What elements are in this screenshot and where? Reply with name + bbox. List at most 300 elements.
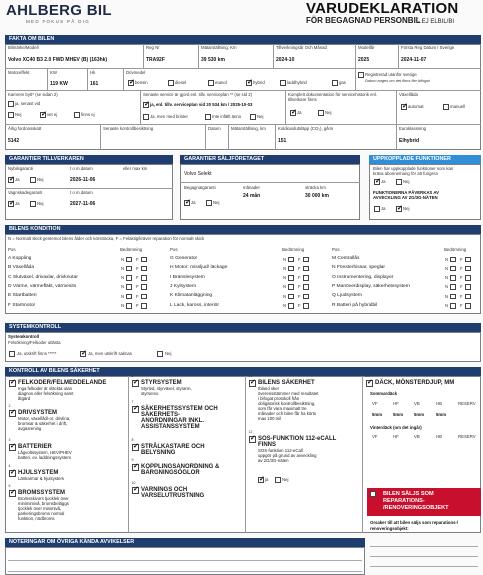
summer-tyre-depth: 5mm [436, 412, 447, 417]
hk-value: 161 [90, 81, 99, 87]
odometer-label: Mätarställning, Km [201, 45, 237, 50]
safety-item-number: 8 [131, 438, 134, 442]
service-ej-label: Inte infällt änno [212, 114, 242, 119]
summer-tyre-pos: VB [414, 401, 420, 406]
used-warranty-nej-checkbox[interactable] [206, 200, 212, 206]
timing-belt-ja-label: ja, senast vid [15, 101, 41, 106]
winter-tyre-pos: HB [436, 434, 442, 439]
safety-item-desc: Styrled, styrväxel, styrarm, [141, 386, 192, 391]
condition-item: H Motor: missljud/ läckage [170, 265, 228, 271]
connected-q1: Bilen har uppkopplade funktioner som kan [373, 166, 454, 171]
section-header-systemcheck: SYSTEMKONTROLL [5, 323, 481, 332]
safety-item-title: SOS-FUNKTION 112-eCALL [258, 436, 337, 442]
winter-tyres-label: Vinterdäck (om det ingår) [370, 425, 422, 430]
safety-item-title: BATTERIER [18, 444, 52, 450]
documentation-ja-label: Ja [297, 110, 302, 115]
condition-grade-f-checkbox[interactable] [465, 266, 471, 272]
condition-grade-f-checkbox[interactable] [141, 266, 147, 272]
condition-grade-f-checkbox[interactable] [141, 257, 147, 263]
safety-item-title: DÄCK, MÖNSTERDJUP, MM [375, 380, 455, 386]
timing-belt-vetej-label: vet ej [47, 112, 58, 117]
engine-power-label: Motoreffekt [8, 70, 30, 75]
co2-value: 151 [278, 138, 287, 144]
condition-grade-f-label: F [460, 275, 463, 281]
safety-item-title: ASSISTANSSYSTEM [141, 424, 200, 430]
safety-item-number: 12 [248, 430, 253, 434]
documentation-ja-checkbox[interactable] [290, 110, 296, 116]
safety-item-number: 5 [8, 484, 11, 488]
condition-grade-f-checkbox[interactable] [465, 294, 471, 300]
condition-grade-n-checkbox[interactable] [288, 294, 294, 300]
section-header-connected: UPPKOPPLADE FUNKTIONER [369, 155, 481, 164]
condition-grade-f-label: F [298, 265, 301, 271]
timing-belt-vetej-checkbox[interactable] [40, 112, 46, 118]
timing-belt-nej-label: Nej [15, 112, 22, 117]
safety-item-number: 3 [8, 438, 11, 442]
condition-grade-f-checkbox[interactable] [465, 275, 471, 281]
first-reg-label: Första Reg Datum I Sverige [401, 45, 455, 50]
safety-item-checkbox[interactable] [366, 380, 373, 387]
condition-grade-f-checkbox[interactable] [465, 284, 471, 290]
safety-item-checkbox[interactable] [132, 487, 139, 494]
vagnskada-tom-label: t o m datum [70, 190, 93, 195]
summer-tyre-pos: HF [393, 401, 399, 406]
condition-grade-f-checkbox[interactable] [141, 275, 147, 281]
connected-ja-checkbox[interactable] [374, 179, 380, 185]
gearbox-automat-checkbox[interactable] [401, 104, 407, 110]
vagnskada-date-value: 2027-11-06 [70, 201, 96, 207]
inspection-km-label: Mätarställning, km [231, 126, 266, 131]
summer-tyre-depth: 5mm [372, 412, 383, 417]
condition-grade-f-label: F [298, 303, 301, 308]
safety-item-desc: Motor, växellåd/-or, drivlina, [18, 416, 71, 421]
service-nej-label: Nej [257, 114, 264, 119]
condition-grade-f-checkbox[interactable] [303, 303, 309, 309]
safety-item-title: BELYSNING [141, 450, 176, 456]
condition-grade-n-checkbox[interactable] [126, 303, 132, 309]
condition-grade-f-label: F [460, 256, 463, 262]
safety-item-checkbox[interactable] [9, 470, 16, 477]
inspection-label: Senaste kontrollbesiktning [103, 126, 154, 131]
new-car-nej-checkbox[interactable] [30, 177, 36, 183]
service-ja-checkbox[interactable] [143, 102, 149, 108]
new-car-tom-label: t o m datum [70, 166, 93, 171]
new-car-nej-label: Nej [37, 177, 44, 182]
safety-item-checkbox[interactable] [9, 380, 16, 387]
condition-item: L Lack, kaross, interiör [170, 302, 220, 308]
fuel-etanol-label: etanol [215, 80, 227, 85]
seller-warranty-name: Volvo Selekt [184, 171, 212, 177]
condition-grade-n-label: N [445, 303, 449, 308]
modelyear-value: 2025 [358, 57, 370, 63]
safety-item-desc: Lågvoltssystem, HEV/PHEV [18, 450, 72, 455]
safety-item-number: 10 [131, 481, 136, 485]
vagnskada-ja-label: Ja [15, 201, 20, 206]
kw-label: KW [50, 70, 57, 75]
safety-item-desc: Inga felkoder är släckta utan [18, 386, 72, 391]
network-ja-checkbox[interactable] [374, 206, 380, 212]
condition-grade-n-checkbox[interactable] [450, 275, 456, 281]
condition-grade-n-label: N [445, 256, 449, 262]
fuel-diesel-label: diesel [175, 80, 187, 85]
connected-q1b: kräva abonnemang för att fungera [373, 171, 438, 176]
condition-grade-n-checkbox[interactable] [126, 294, 132, 300]
condition-item: Q Ljudsystem [332, 293, 362, 299]
fuel-laddhybrid-checkbox[interactable] [280, 80, 286, 86]
used-warranty-label: Begagnatgaranti [184, 185, 216, 190]
safety-item-checkbox[interactable] [132, 406, 139, 413]
condition-grade-n-label: N [283, 293, 287, 299]
first-reg-value: 2024-11-07 [401, 57, 427, 63]
safety-item-desc: tjocklek över minimivå, [18, 506, 62, 511]
vagnskada-nej-label: Nej [37, 201, 44, 206]
registered-abroad-checkbox[interactable] [358, 72, 364, 78]
condition-grade-n-checkbox[interactable] [126, 275, 132, 281]
condition-grade-n-label: N [445, 293, 449, 299]
safety-item-title: KOPPLINGSANORDNING & [141, 464, 220, 470]
euroclass-value: Elhybrid [399, 138, 420, 144]
safety-item-number: 6 [131, 374, 134, 378]
ecall-nej-label: Nej [282, 477, 289, 482]
vehicle-tax-label: Årlig fordonsskatt [8, 126, 42, 131]
months-value: 24 mån [243, 193, 261, 199]
section-header-notes: NOTERINGAR OM ÖVRIGA KÄNDA AVVIKELSER [5, 538, 365, 547]
modelyear-label: Modellår [358, 45, 375, 50]
fuel-label: Drivmedel [126, 70, 146, 75]
condition-grade-n-checkbox[interactable] [126, 266, 132, 272]
condition-grade-n-checkbox[interactable] [288, 284, 294, 290]
condition-grade-f-label: F [136, 293, 139, 299]
new-car-ja-checkbox[interactable] [8, 177, 14, 183]
safety-item-desc: Bromsskivors tjocklek över [18, 496, 69, 501]
condition-grade-n-checkbox[interactable] [288, 275, 294, 281]
condition-grade-n-label: N [283, 275, 287, 281]
used-warranty-ja-label: Ja [191, 200, 196, 205]
service-brister-label: Ja, men med brister [150, 114, 188, 119]
systemcheck-label: Systemkontroll [8, 334, 40, 339]
connected-q2: FUNKTIONERNA PÅVERKAS AV [373, 190, 439, 195]
regnr-value: TRA92F [146, 57, 165, 63]
condition-grade-f-checkbox[interactable] [465, 303, 471, 309]
condition-grade-header: Bedömning [120, 247, 143, 252]
registered-abroad-label: Registrerad utanför sverige [365, 72, 417, 77]
condition-grade-f-checkbox[interactable] [303, 294, 309, 300]
fuel-gas-label: gas [339, 80, 346, 85]
condition-grade-f-checkbox[interactable] [303, 284, 309, 290]
condition-grade-f-checkbox[interactable] [141, 294, 147, 300]
safety-item-desc: funktion, nödbroms [18, 516, 55, 521]
timing-belt-nej-checkbox[interactable] [8, 112, 14, 118]
documentation-nej-checkbox[interactable] [318, 110, 324, 116]
safety-item-title: VARSELUTRUSTNING [141, 493, 205, 499]
condition-grade-f-label: F [460, 284, 463, 290]
timing-belt-finnsej-checkbox[interactable] [74, 112, 80, 118]
safety-item-desc: uppgör på grund av avveckling [258, 453, 317, 458]
renovation-object-header: BILEN SÄLJS SOM REPARATIONS- /RENOVERINGSOBJEKT [367, 488, 481, 516]
condition-grade-f-checkbox[interactable] [141, 284, 147, 290]
manufactured-value: 2024-10 [276, 57, 295, 63]
condition-grade-f-label: F [460, 303, 463, 308]
summer-tyre-pos: HB [436, 401, 442, 406]
network-nej-checkbox[interactable] [396, 206, 402, 212]
condition-grade-n-label: N [445, 265, 449, 271]
page-subtitle-note: - EJ ELBIL/BI [418, 19, 455, 25]
timing-belt-label: Kamrem bytt* (se sidan 2) [8, 92, 58, 97]
service-brister-checkbox[interactable] [143, 114, 149, 120]
condition-grade-n-label: N [121, 284, 125, 290]
condition-grade-f-label: F [136, 303, 139, 308]
ecall-ja-checkbox[interactable] [258, 477, 264, 483]
safety-item-desc: överensstämmer med resultatet [258, 391, 319, 396]
months-label: månader [243, 185, 260, 190]
fuel-gas-checkbox[interactable] [332, 80, 338, 86]
condition-item: E Startbatteri [8, 293, 37, 299]
safety-item-desc: minimimivå, bromsbeläggs [18, 501, 69, 506]
condition-grade-n-label: N [121, 293, 125, 299]
fuel-laddhybrid-label: laddhybrid [287, 80, 307, 85]
systemcheck-opt2-checkbox[interactable] [80, 351, 86, 357]
safety-item-checkbox[interactable] [249, 380, 256, 387]
safety-item-number: 11 [248, 374, 253, 378]
condition-item: O Instrumentering, displayer [332, 274, 394, 280]
safety-item-title: DRIVSYSTEM [18, 410, 58, 416]
condition-pos-header: Pos [170, 247, 178, 252]
winter-tyre-pos: HF [393, 434, 399, 439]
euroclass-label: Euroklassning [399, 126, 426, 131]
gearbox-manuell-label: manuell [450, 104, 466, 109]
safety-item-desc: batteri, ev. laddningssystem [18, 455, 71, 460]
vehicle-tax-value: 5142 [8, 138, 20, 144]
fuel-diesel-checkbox[interactable] [168, 80, 174, 86]
condition-grade-f-checkbox[interactable] [303, 257, 309, 263]
ecall-nej-checkbox[interactable] [275, 477, 281, 483]
systemcheck-sublabel: Felsökning/Felkoder utlästa [8, 340, 61, 345]
timing-belt-ja-checkbox[interactable] [8, 101, 14, 107]
condition-grade-n-label: N [121, 303, 125, 308]
condition-grade-n-label: N [445, 275, 449, 281]
section-header-manufacturer-warranty: GARANTIER TILLVERKAREN [5, 155, 173, 164]
condition-grade-f-checkbox[interactable] [303, 275, 309, 281]
condition-item: A Koppling [8, 256, 32, 261]
new-car-maxkm-label: eller max km [123, 166, 148, 171]
condition-item: C Slutväxel, drivaxlar, drivknutar [8, 274, 78, 280]
network-nej-label: Nej [403, 206, 410, 211]
summer-tyre-depth: 5mm [393, 412, 404, 417]
condition-item: F Startmotor [8, 302, 36, 308]
odometer-value: 39 530 km [201, 57, 225, 63]
systemcheck-opt3-checkbox[interactable] [157, 351, 163, 357]
condition-item: M Centrallås [332, 256, 360, 261]
vagnskada-ja-checkbox[interactable] [8, 201, 14, 207]
connected-q2b: AVVECKLING AV 2G/3G-NÄTEN [373, 195, 438, 200]
connected-nej-checkbox[interactable] [396, 179, 402, 185]
safety-item-checkbox[interactable] [132, 444, 139, 451]
safety-item-desc: obligatorisk kontrollbesiktning, [258, 401, 316, 406]
safety-item-title: HJULSYSTEM [18, 470, 59, 476]
fuel-hybrid-label: hybrid [253, 80, 265, 85]
renovation-checkbox[interactable] [370, 491, 376, 497]
condition-item: B Växellåda [8, 265, 35, 271]
condition-item: P Manöverdisplay, säkerhetssystem [332, 283, 410, 289]
safety-item-title: BROMSSYSTEM [18, 490, 66, 496]
safety-item-checkbox[interactable] [132, 380, 139, 387]
condition-grade-n-label: N [283, 303, 287, 308]
safety-item-desc: SOS-funktion 112-eCall [258, 448, 303, 453]
documentation-label: Komplett dokumentation för servicehistorik enl. tillverkare finns [288, 92, 378, 102]
systemcheck-opt1-checkbox[interactable] [9, 351, 15, 357]
safety-item-checkbox[interactable] [9, 490, 16, 497]
condition-grade-f-label: F [298, 275, 301, 281]
systemcheck-box [5, 332, 481, 362]
safety-item-number: 2 [8, 404, 11, 408]
renovation-question-2: renoveringsobjekt: [370, 526, 409, 531]
safety-item-desc: styrservo [141, 391, 159, 396]
logo-text: AHLBERG BIL [6, 2, 112, 19]
condition-grade-n-checkbox[interactable] [450, 284, 456, 290]
condition-grade-n-checkbox[interactable] [288, 266, 294, 272]
condition-grade-f-checkbox[interactable] [141, 303, 147, 309]
safety-item-title: ANORDNINGAR INKL. [141, 418, 204, 424]
condition-grade-n-label: N [445, 284, 449, 290]
safety-item-title: STRÅLKASTARE OCH [141, 444, 205, 450]
safety-item-title: SÄKERHETSSYSTEM OCH [141, 406, 218, 412]
vagnskada-label: Vagnskadegaranti [8, 190, 43, 195]
fuel-bensin-checkbox[interactable] [128, 80, 134, 86]
condition-grade-f-checkbox[interactable] [465, 257, 471, 263]
gearbox-automat-label: automat [408, 104, 424, 109]
fuel-bensin-label: bensin [135, 80, 148, 85]
systemcheck-opt3-label: Nej [165, 351, 172, 356]
safety-item-checkbox[interactable] [249, 436, 256, 443]
condition-grade-f-label: F [136, 275, 139, 281]
page-subtitle: FÖR BEGAGNAD PERSONBIL [306, 16, 421, 25]
service-ej-checkbox[interactable] [205, 114, 211, 120]
condition-grade-f-label: F [136, 284, 139, 290]
condition-grade-n-checkbox[interactable] [450, 294, 456, 300]
safety-item-desc: i bifogat protokoll från [258, 396, 300, 401]
condition-grade-n-checkbox[interactable] [126, 257, 132, 263]
safety-item-title: FINNS [258, 442, 276, 448]
condition-box [5, 234, 481, 314]
condition-grade-header: Bedömning [282, 247, 305, 252]
systemcheck-opt2-label: Ja, men utskrift saknas [88, 351, 132, 356]
condition-grade-n-checkbox[interactable] [450, 257, 456, 263]
safety-item-title: BILENS SÄKERHET [258, 380, 315, 386]
hk-label: Hk [90, 70, 96, 75]
safety-item-title: BÄRGNINGSÖGLOR [141, 470, 200, 476]
kw-value: 119 KW [50, 81, 68, 87]
safety-item-desc: av 2G/3G-näten [258, 458, 289, 463]
safety-item-number: 13 [365, 374, 370, 378]
condition-item: R Batteri på hybridbil [332, 302, 378, 308]
used-warranty-ja-checkbox[interactable] [184, 200, 190, 206]
condition-pos-header: Pos [332, 247, 340, 252]
condition-item: J Kylsystem [170, 283, 197, 289]
inspection-date-label: Datum [208, 126, 221, 131]
ecall-ja-label: ja [265, 477, 269, 482]
documentation-nej-label: Nej [325, 110, 332, 115]
safety-item-title: VARNINGS OCH [141, 487, 188, 493]
safety-item-desc: parkeringsbroms normal [18, 511, 65, 516]
condition-grade-n-checkbox[interactable] [288, 257, 294, 263]
safety-item-number: 9 [131, 458, 134, 462]
service-nej-checkbox[interactable] [250, 114, 256, 120]
condition-grade-f-label: F [298, 293, 301, 299]
safety-item-title: FELKODER/FELMEDDELANDE [18, 380, 107, 386]
safety-item-checkbox[interactable] [9, 410, 16, 417]
safety-item-desc: åtgärd [18, 396, 31, 401]
new-car-date-value: 2026-11-06 [70, 177, 96, 183]
condition-item: G Generator [170, 256, 198, 261]
safety-item-number: 7 [131, 400, 134, 404]
page-title: VARUDEKLARATION [306, 0, 459, 17]
condition-grade-f-label: F [460, 265, 463, 271]
summer-tyre-pos: RESERV [458, 401, 476, 406]
winter-tyre-pos: VB [414, 434, 420, 439]
fuel-etanol-checkbox[interactable] [208, 80, 214, 86]
condition-grade-f-label: F [136, 265, 139, 271]
condition-item: K Klimatanläggning [170, 293, 213, 299]
condition-item: D Värme, värmefläkt, värmesits [8, 283, 77, 289]
connected-ja-label: Ja [381, 179, 386, 184]
condition-grade-header: Bedömning [444, 247, 467, 252]
safety-item-desc: diagnos eller felsökning samt [18, 391, 74, 396]
condition-item: N Fönsterhissar, speglar [332, 265, 386, 271]
safety-item-number: 4 [8, 464, 11, 468]
registered-abroad-note: Datum anges om det finns fler bifogat [365, 78, 430, 83]
condition-grade-n-checkbox[interactable] [126, 284, 132, 290]
condition-grade-n-label: N [121, 256, 125, 262]
condition-grade-f-label: F [298, 284, 301, 290]
timing-belt-finnsej-label: finns ej [81, 112, 95, 117]
safety-item-desc: bromsar & säkerhet i drift, [18, 421, 68, 426]
condition-legend: N = Normalt skick gentemot bilens ålder och körsträcka, F = Felaktig/kräver reparation för normalt skick [8, 236, 205, 241]
condition-grade-n-label: N [283, 256, 287, 262]
used-warranty-nej-label: Nej [213, 200, 220, 205]
safety-item-desc: Ibland sker [258, 386, 280, 391]
regnr-label: Reg Nr [146, 45, 160, 50]
section-header-condition: BILENS KONDITION [5, 225, 481, 234]
safety-item-title: STYRSYSTEM [141, 380, 182, 386]
condition-grade-f-label: F [298, 256, 301, 262]
distance-value: 30 000 km [305, 193, 329, 199]
fuel-hybrid-checkbox[interactable] [246, 80, 252, 86]
new-car-ja-label: Ja [15, 177, 20, 182]
connected-nej-label: Nej [403, 179, 410, 184]
summer-tyre-depth: 5mm [414, 412, 425, 417]
section-header-safety: KONTROLL AV BILENS SÄKERHET [5, 367, 481, 376]
condition-grade-n-checkbox[interactable] [450, 303, 456, 309]
condition-item: I Bränslesystem [170, 274, 205, 280]
gearbox-manuell-checkbox[interactable] [443, 104, 449, 110]
summer-tyres-label: Sommardäck [370, 391, 397, 396]
safety-item-desc: max 100 mil [258, 416, 282, 421]
safety-item-desc: Länkarmar & hjulsystem [18, 476, 65, 481]
condition-grade-f-checkbox[interactable] [303, 266, 309, 272]
condition-grade-n-label: N [283, 284, 287, 290]
safety-item-checkbox[interactable] [9, 444, 16, 451]
safety-item-checkbox[interactable] [132, 464, 139, 471]
condition-grade-n-checkbox[interactable] [450, 266, 456, 272]
renovation-question: Orsaker till att bilen säljs som reparations-/ [370, 520, 459, 525]
winter-tyre-pos: RESERV [458, 434, 476, 439]
vagnskada-nej-checkbox[interactable] [30, 201, 36, 207]
distance-label: sträcka km [305, 185, 326, 190]
condition-grade-n-checkbox[interactable] [288, 303, 294, 309]
summer-tyre-pos: VF [372, 401, 378, 406]
model-value: Volvo XC40 B3 2.0 FWD MHEV (B) (163hk) [8, 57, 108, 63]
network-ja-label: Ja [381, 206, 386, 211]
